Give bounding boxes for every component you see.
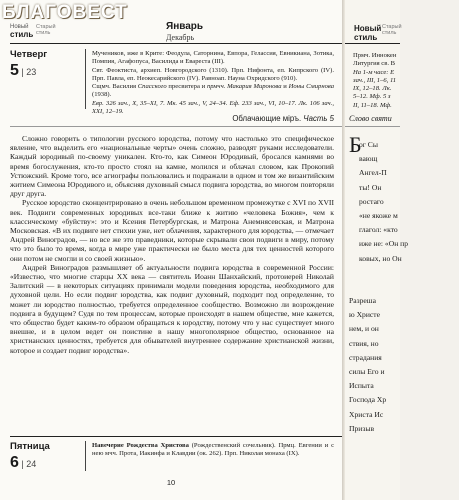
article-paragraph: Андрей Виноградов размышляет об актуальности подвига юродства в современной России: «Известно, что многие старцы XX века — святитель Иоанн Шанхайский, протоиерей Николай Залитский — в некоторых ситуациях принимали модели поведения юродства, необходимого для духовной цели. Но если подвиг юродства, как подвиг духовный, подходит под определение, то может ли юродство полностью, требуется определенное сообщество. Возможно ли возрождение подвига в будущем? Судя по тем процессам, которые происходят в нашем обществе, мне кажется, что общество будет каким-то образом обращаться к юродству, потому что у нас существует много внешне, и в целом ведет он поистине в нашу многополярное общество, основанное на христианских ценностях, требуется для обывателей внутреннее содержание христианской жизни, которое и создает подвиг юродства». xyxy=(10,262,334,355)
commemoration-saints: Свт. Феоктиста, архиеп. Новгородского (1310). Прп. Нифонта, еп. Кипрского (IV). Прп. Павла, еп. Неокесарийского (IV). Равноап. Науна Охридского (910). xyxy=(92,66,334,82)
old-style-label: Старый стиль xyxy=(382,24,402,36)
sermon-body-continued: Разреша ю Христе нем, и он ствия, но страдания силы Его и Испыта Господа Хр Христа Ис Призыв xyxy=(349,296,387,433)
page-number: 10 xyxy=(166,478,176,487)
commemoration-martyrs: Мучеников, иже в Крите: Феодула, Саторнина, Евпора, Гелассия, Евникиана, Зотика, Помпия, Агафопуса, Василида и Евареста (III). xyxy=(92,50,334,66)
day-number: 5 | 23 xyxy=(10,62,37,79)
article-paragraph: Русское юродство сконцентрировано в очень небольшом временном промежутке с XVI по XVII век. Подвиги современных юродивых все-таки ближе к житию «человека Божия», чем к классическому «буйству»: это и Ксения Петербургская, и Матрона Анемнясевская, и Матрона Московская. «В их подвиге нет стихии уже, нет облачения, характерного для юродства, — отмечает Андрей Виноградов, — но все же это праведники, которые скрывали свои подвиги в миру, потому что это было то время, когда в мире уже практически не было места для тех ценностей которого они потом не смогли и со своей жизнью». xyxy=(10,198,334,263)
article-body xyxy=(10,134,334,355)
friday-divider xyxy=(10,436,342,437)
style-label: стиль xyxy=(10,30,34,39)
right-page xyxy=(345,0,409,500)
day-friday xyxy=(10,441,50,472)
day-name: Четверг xyxy=(10,49,48,60)
friday-commemorations: Навечерие Рождества Христова (Рождественский сочельник). Прмц. Евгении и с нею мчч. Прота, Иакинфа и Клавдии (ок. 262). Прп. Николая монаха (IX). xyxy=(92,442,335,458)
header-divider xyxy=(345,43,400,44)
style-legend xyxy=(354,24,400,42)
header-divider xyxy=(10,43,342,44)
sermon-divider xyxy=(345,126,400,127)
style-label: Новый стиль xyxy=(354,24,382,42)
month-title: Январь xyxy=(166,21,204,32)
old-month-title: Декабрь xyxy=(166,33,195,42)
style-legend xyxy=(10,24,56,39)
day-thursday xyxy=(10,49,47,80)
day-divider xyxy=(85,441,86,471)
article-divider xyxy=(10,126,342,127)
right-commemorations: Прмч. Иннокен Литургия св. В На 1-м часе: Е зач., III, 1–6, 11 IX, 12–18. Лк. 5–12. Мф. 5 з II, 11–18. Мф. xyxy=(353,52,397,109)
sermon-title: Слово святи xyxy=(349,114,392,123)
watermark-logo: БЛАГОВЕСТ xyxy=(2,2,128,23)
day-divider xyxy=(85,49,86,109)
drop-cap: Б xyxy=(349,132,362,157)
thursday-commemorations xyxy=(92,50,334,116)
scripture-readings: Евр. 326 зач., X, 35–XI, 7. Мк. 45 зач., V, 24–34. Еф. 233 зач., VI, 10–17. Лк. 106 зач., XXI, 12–19. xyxy=(92,99,334,116)
feast-title: Навечерие Рождества Христова xyxy=(92,442,189,449)
new-style-label: Новый xyxy=(10,24,29,30)
old-style-label: Старый стиль xyxy=(36,24,56,36)
day-number: 6 | 24 xyxy=(10,454,37,471)
commemoration-new-martyrs: Сщмч. Василия Спасского пресвитера и прмчч. Макария Миронова и Ионы Смирнова (1938). xyxy=(92,83,334,99)
article-paragraph: Сложно говорить о типологии русского юродства, потому что настолько это специфическое явление, что выделить его «национальные черты» очень сложно, разводят руками исследователи. Каждый юродивый по-своему уникален. Кто-то, как Симеон Юродивый, бросался камнями во время богослужения, кто-то просто стоял на камне, молился и облачал словом, как Прокопий Устюжский. Кроме того, все агиографы пользовались и подражали в одном и том же византийским житием Симеона Юродивого и, объясняя духовный смысл подвига юродства, во многом повторяли друг друга. xyxy=(10,134,334,199)
article-part: Часть 5 xyxy=(303,114,334,123)
day-name: Пятница xyxy=(10,441,50,452)
sermon-body: ог Сы вающ Ангел-П ты! Он ростаго «не якоже м глагол: «кто иже не: «Он пр ковых, но Он xyxy=(359,140,409,263)
article-title: Облачающие мiръ. Часть 5 xyxy=(232,114,334,123)
